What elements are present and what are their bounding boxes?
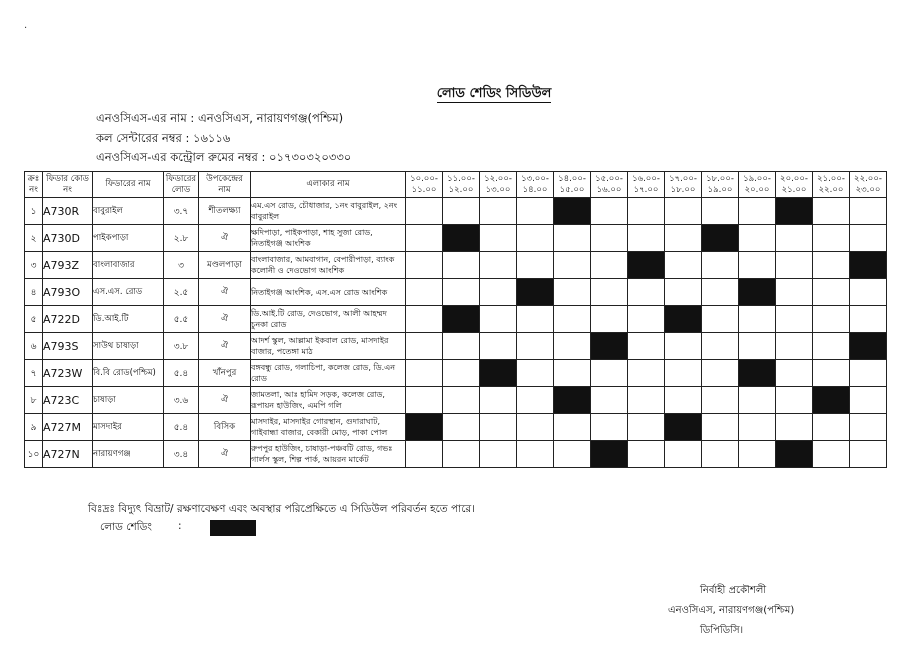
schedule-body xyxy=(25,198,887,468)
slot-cell xyxy=(813,441,850,468)
slot-cell-shed xyxy=(850,333,887,360)
slot-cell xyxy=(480,198,517,225)
slot-cell xyxy=(480,333,517,360)
slot-cell xyxy=(776,252,813,279)
slot-cell xyxy=(406,306,443,333)
slot-cell xyxy=(850,225,887,252)
row-area: মাসদাইর, মাসদাইর গোরস্থান, গুদারাঘাট, গাইবান্ধা বাজার, বেকারী মোড়, পাকা পোল xyxy=(251,414,406,441)
slot-cell xyxy=(480,225,517,252)
row-sl: ৮ xyxy=(25,387,43,414)
slot-cell xyxy=(406,360,443,387)
slot-cell xyxy=(443,252,480,279)
slot-cell xyxy=(554,333,591,360)
slot-cell xyxy=(628,414,665,441)
slot-cell-shed xyxy=(591,333,628,360)
slot-cell xyxy=(591,279,628,306)
slot-cell xyxy=(665,225,702,252)
slot-cell xyxy=(517,306,554,333)
slot-cell xyxy=(443,414,480,441)
row-area: নিতাইগঞ্জ আংশিক, এস.এস রোড আংশিক xyxy=(251,279,406,306)
slot-cell-shed xyxy=(702,225,739,252)
table-row xyxy=(25,252,887,279)
header-row xyxy=(25,172,887,198)
call-center-number: কল সেন্টারের নম্বর : ১৬১১৬ xyxy=(96,131,231,145)
slot-cell-shed xyxy=(517,279,554,306)
slot-cell xyxy=(628,387,665,414)
slot-cell xyxy=(813,198,850,225)
slot-cell xyxy=(480,252,517,279)
row-area: জামতলা, আঃ হামিদ সড়ক, কলেজ রোড, রূপায়ন হাউজিং, এমপি গলি xyxy=(251,387,406,414)
header-slot: ১৮.০০- ১৯.০০ xyxy=(702,172,739,198)
row-feeder-load: ৩.৪ xyxy=(164,441,199,468)
slot-cell xyxy=(813,252,850,279)
header-load: ফিডারের লোড xyxy=(164,172,199,198)
slot-cell xyxy=(406,225,443,252)
row-feeder-name: পাইকপাড়া xyxy=(93,225,164,252)
control-room-number: এনওসিএস-এর কন্ট্রোল রুমের নম্বর : ০১৭৩০৩২০৩৩০ xyxy=(96,150,352,164)
slot-cell xyxy=(739,387,776,414)
table-row xyxy=(25,360,887,387)
row-sl: ২ xyxy=(25,225,43,252)
slot-cell xyxy=(443,333,480,360)
slot-cell xyxy=(702,279,739,306)
slot-cell xyxy=(591,360,628,387)
slot-cell-shed xyxy=(554,387,591,414)
signature-org: ডিপিডিসি। xyxy=(700,625,744,636)
slot-cell xyxy=(406,333,443,360)
header-slot: ১২.০০- ১৩.০০ xyxy=(480,172,517,198)
slot-cell xyxy=(591,198,628,225)
row-feeder-name: চাষাড়া xyxy=(93,387,164,414)
header-slot: ১৫.০০- ১৬.০০ xyxy=(591,172,628,198)
slot-cell xyxy=(480,441,517,468)
slot-cell-shed xyxy=(665,414,702,441)
row-feeder-name: নারায়ণগঞ্জ xyxy=(93,441,164,468)
table-row xyxy=(25,279,887,306)
slot-cell xyxy=(739,252,776,279)
slot-cell xyxy=(665,252,702,279)
slot-cell-shed xyxy=(443,225,480,252)
legend-label: লোড শেডিং xyxy=(100,521,152,533)
slot-cell xyxy=(443,441,480,468)
slot-cell xyxy=(591,306,628,333)
slot-cell-shed xyxy=(480,360,517,387)
slot-cell xyxy=(554,360,591,387)
header-slot: ১৯.০০- ২০.০০ xyxy=(739,172,776,198)
slot-cell xyxy=(517,360,554,387)
slot-cell xyxy=(665,360,702,387)
slot-cell xyxy=(850,387,887,414)
header-name: ফিডারের নাম xyxy=(93,172,164,198)
slot-cell-shed xyxy=(628,252,665,279)
row-feeder-code: A727M xyxy=(43,414,93,441)
slot-cell xyxy=(850,414,887,441)
row-feeder-code: A723C xyxy=(43,387,93,414)
row-substation: বিসিক xyxy=(199,414,251,441)
header-slot: ২০.০০- ২১.০০ xyxy=(776,172,813,198)
slot-cell xyxy=(628,360,665,387)
slot-cell xyxy=(628,279,665,306)
header-slot: ১৬.০০- ১৭.০০ xyxy=(628,172,665,198)
row-substation: ঐ xyxy=(199,225,251,252)
slot-cell xyxy=(850,306,887,333)
signature-office: এনওসিএস, নারায়ণগঞ্জ(পশ্চিম) xyxy=(668,605,795,616)
slot-cell xyxy=(406,387,443,414)
header-code: ফিডার কোড নং xyxy=(43,172,93,198)
row-feeder-load: ২.৮ xyxy=(164,225,199,252)
row-substation: ঐ xyxy=(199,333,251,360)
slot-cell xyxy=(850,279,887,306)
slot-cell xyxy=(628,441,665,468)
slot-cell xyxy=(554,306,591,333)
slot-cell xyxy=(665,387,702,414)
slot-cell xyxy=(739,333,776,360)
row-sl: ৪ xyxy=(25,279,43,306)
nocs-name: এনওসিএস-এর নাম : এনওসিএস, নারায়ণগঞ্জ(পশ্চিম) xyxy=(96,111,344,125)
legend-colon: : xyxy=(178,520,182,532)
slot-cell-shed xyxy=(776,198,813,225)
slot-cell xyxy=(665,333,702,360)
slot-cell xyxy=(517,225,554,252)
slot-cell xyxy=(591,252,628,279)
row-substation: খাঁনপুর xyxy=(199,360,251,387)
slot-cell xyxy=(406,198,443,225)
row-feeder-name: বি.বি রোড(পশ্চিম) xyxy=(93,360,164,387)
slot-cell-shed xyxy=(739,360,776,387)
legend-swatch xyxy=(210,520,256,536)
slot-cell-shed xyxy=(591,441,628,468)
slot-cell xyxy=(628,333,665,360)
slot-cell xyxy=(517,414,554,441)
slot-cell xyxy=(591,387,628,414)
slot-cell xyxy=(850,360,887,387)
scan-mark: . xyxy=(24,20,28,31)
table-row xyxy=(25,333,887,360)
schedule-note: বিঃদ্রঃ বিদ্যুৎ বিভ্রাট/ রক্ষণাবেক্ষণ এবং অবস্থার পরিপ্রেক্ষিতে এ সিডিউল পরিবর্তন হতে পারে। xyxy=(88,503,475,515)
slot-cell xyxy=(702,441,739,468)
row-feeder-load: ৩.৮ xyxy=(164,333,199,360)
row-sl: ৬ xyxy=(25,333,43,360)
slot-cell xyxy=(480,387,517,414)
slot-cell xyxy=(443,360,480,387)
row-sl: ৯ xyxy=(25,414,43,441)
slot-cell xyxy=(776,279,813,306)
header-slot: ১৪.০০- ১৫.০০ xyxy=(554,172,591,198)
slot-cell xyxy=(554,279,591,306)
slot-cell-shed xyxy=(739,279,776,306)
slot-cell-shed xyxy=(665,306,702,333)
row-substation: ঐ xyxy=(199,441,251,468)
row-feeder-load: ৩ xyxy=(164,252,199,279)
row-feeder-code: A793O xyxy=(43,279,93,306)
table-row xyxy=(25,387,887,414)
slot-cell xyxy=(406,279,443,306)
header-slot: ২২.০০- ২৩.০০ xyxy=(850,172,887,198)
row-substation: ঐ xyxy=(199,387,251,414)
slot-cell xyxy=(739,198,776,225)
slot-cell xyxy=(443,279,480,306)
row-feeder-code: A730D xyxy=(43,225,93,252)
slot-cell xyxy=(554,414,591,441)
header-slot: ১০.০০- ১১.০০ xyxy=(406,172,443,198)
slot-cell-shed xyxy=(406,414,443,441)
slot-cell xyxy=(850,441,887,468)
row-feeder-code: A793S xyxy=(43,333,93,360)
schedule-table xyxy=(24,171,887,468)
row-feeder-code: A722D xyxy=(43,306,93,333)
slot-cell xyxy=(665,198,702,225)
slot-cell xyxy=(406,441,443,468)
row-sl: ৭ xyxy=(25,360,43,387)
row-area: ক্ষদিপাড়া, পাইকপাড়া, শাহ সুজা রোড, নিতাইগঞ্জ আংশিক xyxy=(251,225,406,252)
slot-cell xyxy=(554,441,591,468)
row-feeder-code: A723W xyxy=(43,360,93,387)
row-substation: মণ্ডলপাড়া xyxy=(199,252,251,279)
row-feeder-name: মাসদাইর xyxy=(93,414,164,441)
slot-cell xyxy=(480,279,517,306)
slot-cell xyxy=(702,198,739,225)
slot-cell xyxy=(628,198,665,225)
signature-designation: নির্বাহী প্রকৌশলী xyxy=(700,585,767,596)
row-sl: ১০ xyxy=(25,441,43,468)
row-area: রুপপুর হাউজিং, চাষাড়া-পঞ্চবটি রোড, গভঃ গার্লস স্কুল, শিল্প পার্ক, আয়রন মার্কেট xyxy=(251,441,406,468)
row-feeder-name: বাংলাবাজার xyxy=(93,252,164,279)
slot-cell xyxy=(517,387,554,414)
slot-cell xyxy=(628,225,665,252)
header-slot: ১১.০০- ১২.০০ xyxy=(443,172,480,198)
slot-cell xyxy=(702,306,739,333)
slot-cell xyxy=(739,414,776,441)
row-substation: শীতলক্ষ্যা xyxy=(199,198,251,225)
slot-cell xyxy=(776,225,813,252)
row-feeder-load: ৩.৬ xyxy=(164,387,199,414)
slot-cell xyxy=(813,306,850,333)
slot-cell-shed xyxy=(850,252,887,279)
table-row xyxy=(25,414,887,441)
slot-cell xyxy=(554,252,591,279)
table-row xyxy=(25,198,887,225)
row-substation: ঐ xyxy=(199,306,251,333)
slot-cell xyxy=(739,225,776,252)
slot-cell xyxy=(813,279,850,306)
slot-cell xyxy=(665,441,702,468)
slot-cell xyxy=(628,306,665,333)
row-sl: ৫ xyxy=(25,306,43,333)
slot-cell xyxy=(702,387,739,414)
slot-cell xyxy=(776,414,813,441)
row-feeder-name: বাবুরাইল xyxy=(93,198,164,225)
row-substation: ঐ xyxy=(199,279,251,306)
slot-cell xyxy=(776,306,813,333)
slot-cell xyxy=(702,252,739,279)
header-slot: ১৭.০০- ১৮.০০ xyxy=(665,172,702,198)
slot-cell xyxy=(591,225,628,252)
slot-cell xyxy=(813,360,850,387)
table-row xyxy=(25,306,887,333)
slot-cell xyxy=(480,414,517,441)
header-sl: ক্রঃ নং xyxy=(25,172,43,198)
table-row xyxy=(25,225,887,252)
slot-cell xyxy=(591,414,628,441)
row-area: আদর্শ স্কুল, আল্লামা ইকবাল রোড, মাসদাইর বাজার, পতেঙ্গা মাঠ xyxy=(251,333,406,360)
slot-cell xyxy=(702,360,739,387)
slot-cell xyxy=(517,441,554,468)
slot-cell xyxy=(443,198,480,225)
slot-cell xyxy=(480,306,517,333)
header-substation: উপকেন্দ্রের নাম xyxy=(199,172,251,198)
slot-cell xyxy=(517,252,554,279)
table-row xyxy=(25,441,887,468)
header-area: এলাকার নাম xyxy=(251,172,406,198)
slot-cell-shed xyxy=(813,387,850,414)
slot-cell xyxy=(702,414,739,441)
row-feeder-name: সাউথ চাষাড়া xyxy=(93,333,164,360)
row-area: ডি.আই.টি রোড, দেওভোগ, আলী আহম্মদ চুনকা রোড xyxy=(251,306,406,333)
slot-cell-shed xyxy=(776,441,813,468)
slot-cell xyxy=(443,387,480,414)
slot-cell xyxy=(813,414,850,441)
slot-cell xyxy=(665,279,702,306)
row-feeder-load: ৫.৪ xyxy=(164,414,199,441)
slot-cell xyxy=(517,198,554,225)
slot-cell xyxy=(850,198,887,225)
row-feeder-code: A727N xyxy=(43,441,93,468)
slot-cell xyxy=(517,333,554,360)
row-sl: ৩ xyxy=(25,252,43,279)
legend xyxy=(100,520,182,537)
row-feeder-load: ৩.৭ xyxy=(164,198,199,225)
header-slot: ২১.০০- ২২.০০ xyxy=(813,172,850,198)
row-feeder-name: ডি.আই.টি xyxy=(93,306,164,333)
slot-cell xyxy=(739,441,776,468)
row-sl: ১ xyxy=(25,198,43,225)
row-feeder-name: এস.এস. রোড xyxy=(93,279,164,306)
row-area: বাংলাবাজার, আমবাগান, বেপারীপাড়া, ব্যাংক কলোনী ও দেওভোগ আংশিক xyxy=(251,252,406,279)
slot-cell xyxy=(406,252,443,279)
slot-cell-shed xyxy=(443,306,480,333)
header-slot: ১৩.০০- ১৪.০০ xyxy=(517,172,554,198)
row-feeder-load: ৫.৫ xyxy=(164,306,199,333)
row-feeder-load: ২.৫ xyxy=(164,279,199,306)
row-feeder-code: A730R xyxy=(43,198,93,225)
row-feeder-load: ৫.৪ xyxy=(164,360,199,387)
slot-cell xyxy=(813,333,850,360)
slot-cell xyxy=(702,333,739,360)
slot-cell-shed xyxy=(554,198,591,225)
row-area: বঙ্গবন্ধু রোড, গলাচিপা, কলেজ রোড, ডি.এন রোড xyxy=(251,360,406,387)
slot-cell xyxy=(776,360,813,387)
row-area: এম.এস রোড, চৌধাজার, ১নং বাবুরাইল, ২নং বাবুরাইল xyxy=(251,198,406,225)
slot-cell xyxy=(776,333,813,360)
row-feeder-code: A793Z xyxy=(43,252,93,279)
slot-cell xyxy=(776,387,813,414)
slot-cell xyxy=(554,225,591,252)
page-title: লোড শেডিং সিডিউল xyxy=(436,86,552,101)
slot-cell xyxy=(739,306,776,333)
slot-cell xyxy=(813,225,850,252)
